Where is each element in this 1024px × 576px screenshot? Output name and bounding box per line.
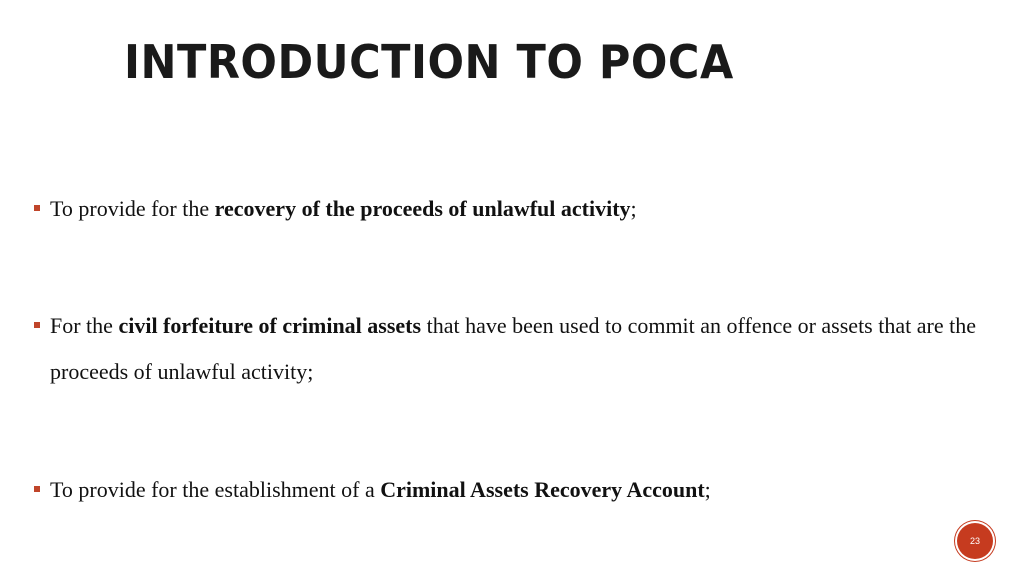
bullet-item bbox=[34, 467, 994, 513]
bullet-text-bold: civil forfeiture of criminal assets bbox=[118, 313, 422, 338]
bullet-square-icon bbox=[34, 205, 40, 211]
bullet-text-plain: For the bbox=[50, 313, 119, 338]
bullet-square-icon bbox=[34, 486, 40, 492]
bullet-square-icon bbox=[34, 322, 40, 328]
bullet-text-plain: ; bbox=[704, 477, 711, 502]
bullet-text bbox=[50, 186, 994, 232]
slide-number-badge: 23 bbox=[957, 523, 993, 559]
bullet-text-plain: To provide for the establishment of a bbox=[50, 477, 381, 502]
bullet-item bbox=[34, 186, 994, 232]
bullet-text-bold: recovery of the proceeds of unlawful activity bbox=[214, 196, 631, 221]
bullet-text bbox=[50, 467, 994, 513]
bullet-item bbox=[34, 303, 994, 395]
bullet-text-bold: Criminal Assets Recovery Account bbox=[380, 477, 705, 502]
slide-title: INTRODUCTION TO POCA bbox=[124, 36, 734, 90]
bullet-text bbox=[50, 303, 994, 395]
bullet-text-plain: that have been used to commit an offence or assets that are the proceeds of unlawful activity; bbox=[50, 313, 976, 384]
bullet-text-plain: ; bbox=[630, 196, 637, 221]
bullet-text-plain: To provide for the bbox=[50, 196, 215, 221]
